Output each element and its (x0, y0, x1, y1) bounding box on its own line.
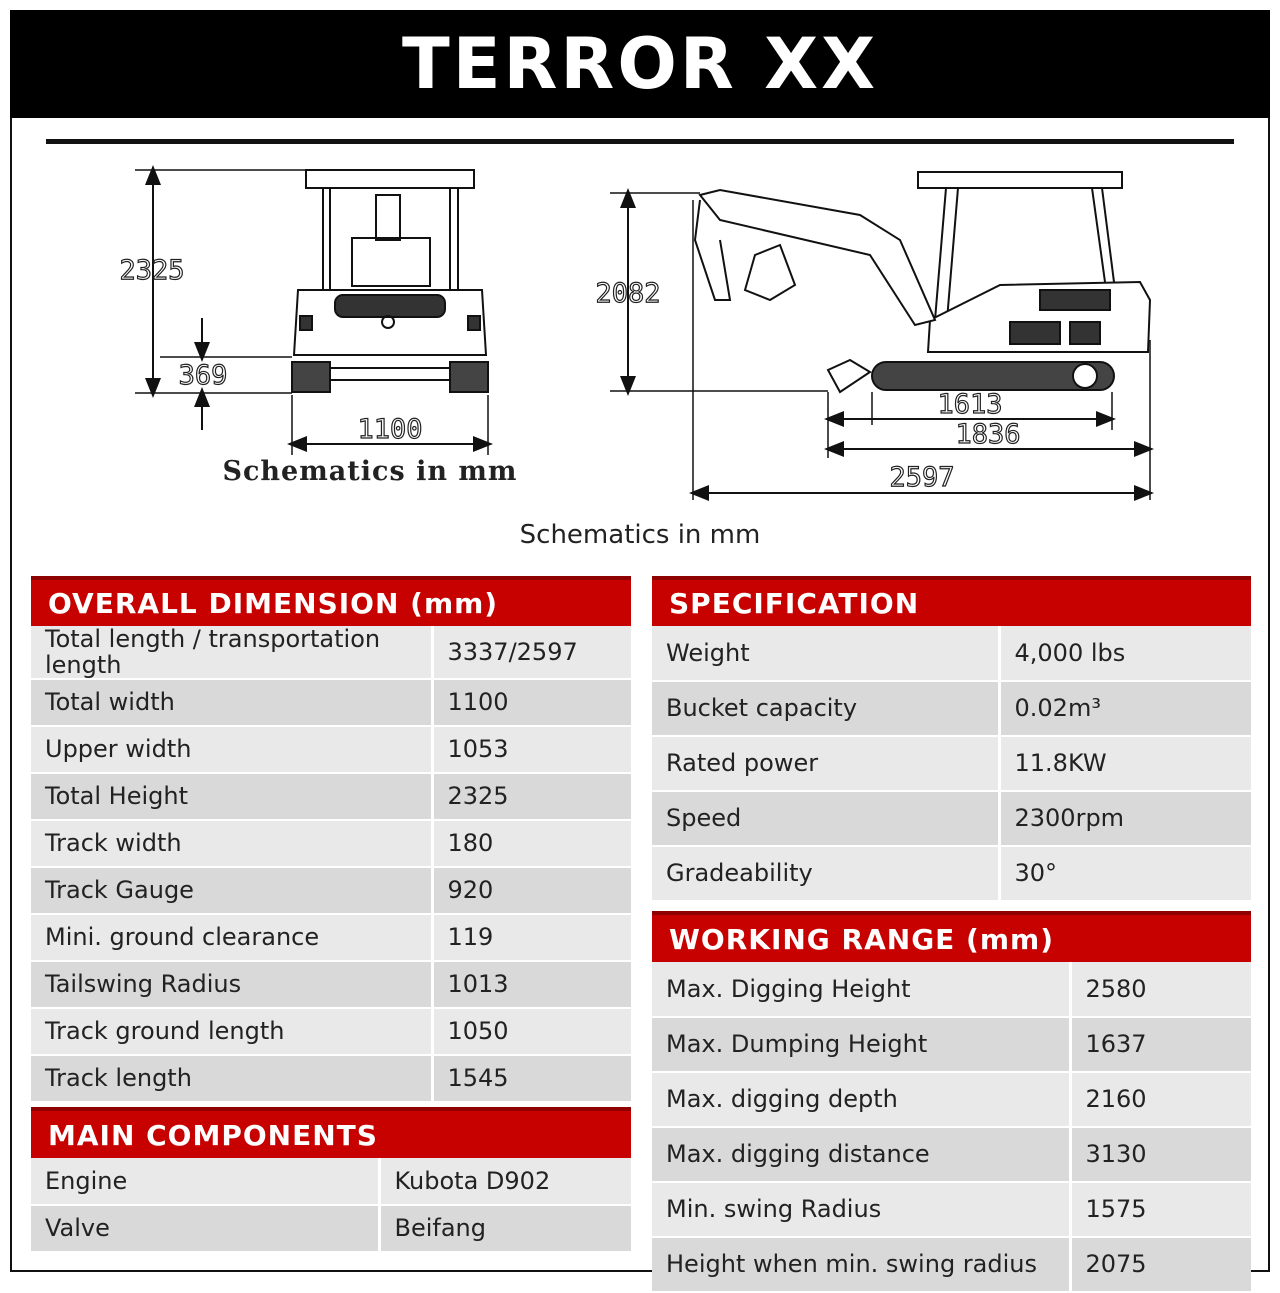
overall-dimension-heading: OVERALL DIMENSION (mm) (31, 576, 631, 626)
row-value: 2160 (1070, 1072, 1251, 1127)
table-row (652, 791, 1251, 846)
schematic-drawing (0, 150, 1280, 515)
overall-dimension-panel (31, 576, 631, 1103)
specification-panel (652, 576, 1251, 902)
row-value: 0.02m³ (999, 681, 1251, 736)
table-row (31, 867, 631, 914)
row-label: Valve (31, 1205, 379, 1252)
row-value: 1545 (432, 1055, 631, 1102)
row-label: Bucket capacity (652, 681, 999, 736)
table-row (31, 914, 631, 961)
main-components-table (31, 1158, 631, 1253)
specification-heading: SPECIFICATION (652, 576, 1251, 626)
table-row (652, 681, 1251, 736)
row-value: Kubota D902 (379, 1158, 631, 1205)
overall-dimension-table (31, 626, 631, 1103)
front-width-label: 1100 (357, 414, 423, 445)
row-label: Total length / transportation length (31, 626, 432, 679)
row-value: 2580 (1070, 962, 1251, 1017)
table-row (31, 679, 631, 726)
row-value: 30° (999, 846, 1251, 901)
title-bar (10, 10, 1270, 118)
table-row (652, 1072, 1251, 1127)
row-value: 920 (432, 867, 631, 914)
row-label: Max. Dumping Height (652, 1017, 1070, 1072)
page-title: TERROR XX (401, 23, 879, 105)
row-label: Max. digging depth (652, 1072, 1070, 1127)
table-row (31, 820, 631, 867)
table-row (652, 1182, 1251, 1237)
row-value: 1050 (432, 1008, 631, 1055)
row-label: Upper width (31, 726, 432, 773)
row-label: Track length (31, 1055, 432, 1102)
table-row (31, 626, 631, 679)
front-height-label: 2325 (119, 255, 185, 286)
row-label: Max. Digging Height (652, 962, 1070, 1017)
main-components-heading: MAIN COMPONENTS (31, 1107, 631, 1158)
side-height-label: 2082 (595, 278, 661, 309)
row-label: Track ground length (31, 1008, 432, 1055)
row-label: Weight (652, 626, 999, 681)
row-label: Speed (652, 791, 999, 846)
table-row (31, 726, 631, 773)
table-row (652, 1017, 1251, 1072)
row-label: Rated power (652, 736, 999, 791)
divider (46, 139, 1234, 144)
row-value: 3130 (1070, 1127, 1251, 1182)
row-label: Tailswing Radius (31, 961, 432, 1008)
working-range-panel (652, 911, 1251, 1293)
front-note: Schematics in mm (222, 456, 518, 487)
table-row (31, 1055, 631, 1102)
row-label: Min. swing Radius (652, 1182, 1070, 1237)
table-row (31, 1158, 631, 1205)
table-row (31, 1008, 631, 1055)
row-value: 1053 (432, 726, 631, 773)
table-row (652, 1237, 1251, 1292)
table-row (652, 846, 1251, 901)
row-value: 11.8KW (999, 736, 1251, 791)
row-label: Track width (31, 820, 432, 867)
specification-table (652, 626, 1251, 902)
table-row (31, 961, 631, 1008)
row-value: Beifang (379, 1205, 631, 1252)
row-value: 1575 (1070, 1182, 1251, 1237)
row-value: 4,000 lbs (999, 626, 1251, 681)
table-row (652, 962, 1251, 1017)
front-clearance-label: 369 (178, 360, 228, 391)
table-row (652, 736, 1251, 791)
row-label: Engine (31, 1158, 379, 1205)
table-row (652, 1127, 1251, 1182)
side-track-ground-label: 1613 (937, 389, 1003, 420)
row-value: 1100 (432, 679, 631, 726)
table-row (31, 773, 631, 820)
row-value: 1013 (432, 961, 631, 1008)
side-track-length-label: 1836 (955, 419, 1021, 450)
row-label: Height when min. swing radius (652, 1237, 1070, 1292)
row-value: 2325 (432, 773, 631, 820)
schematic-caption: Schematics in mm (519, 520, 761, 550)
side-view (610, 172, 1150, 500)
row-label: Mini. ground clearance (31, 914, 432, 961)
table-row (31, 1205, 631, 1252)
row-value: 3337/2597 (432, 626, 631, 679)
row-value: 2300rpm (999, 791, 1251, 846)
row-label: Track Gauge (31, 867, 432, 914)
row-value: 180 (432, 820, 631, 867)
working-range-heading: WORKING RANGE (mm) (652, 911, 1251, 962)
table-row (652, 626, 1251, 681)
row-value: 2075 (1070, 1237, 1251, 1292)
row-label: Total Height (31, 773, 432, 820)
row-label: Gradeability (652, 846, 999, 901)
side-length-label: 2597 (889, 462, 955, 493)
row-value: 119 (432, 914, 631, 961)
working-range-table (652, 962, 1251, 1293)
row-label: Max. digging distance (652, 1127, 1070, 1182)
row-label: Total width (31, 679, 432, 726)
front-view (135, 170, 488, 455)
row-value: 1637 (1070, 1017, 1251, 1072)
main-components-panel (31, 1107, 631, 1253)
